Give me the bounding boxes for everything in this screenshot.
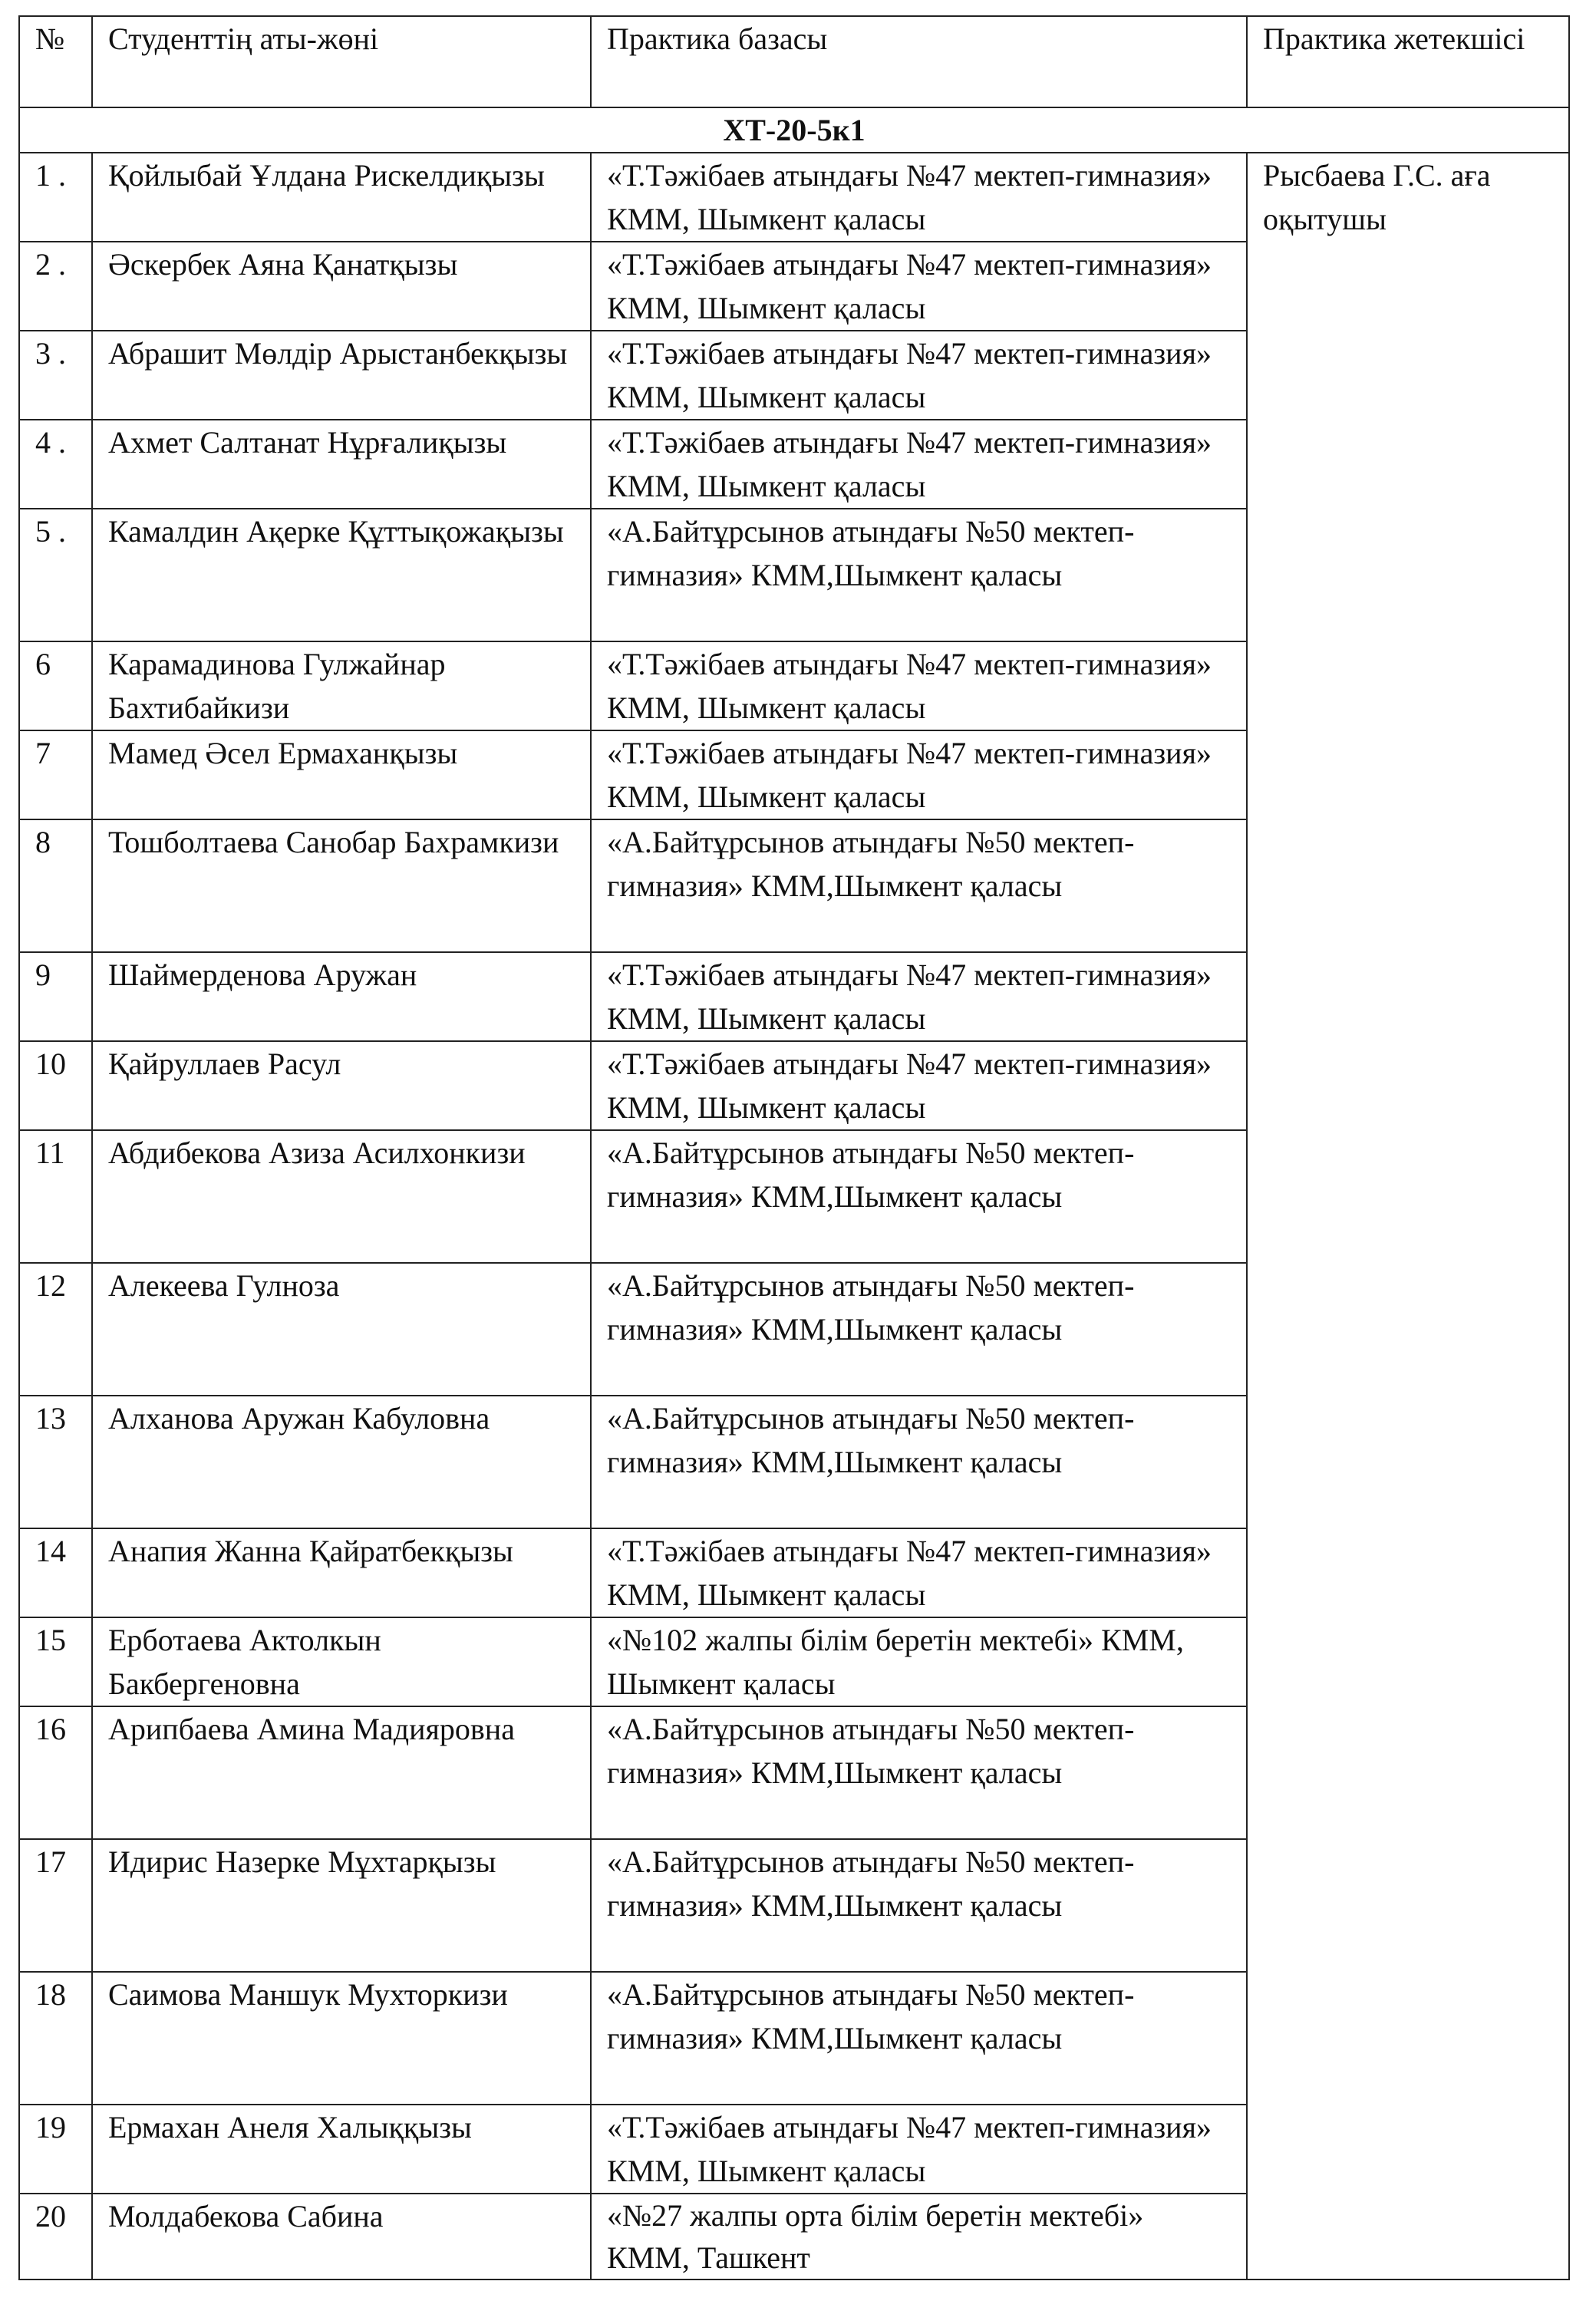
row-number: 15	[19, 1617, 92, 1706]
student-name: Тошболтаева Санобар Бахрамкизи	[92, 819, 591, 952]
practice-base: «Т.Тәжібаев атындағы №47 мектеп-гимназия» КММ, Шымкент қаласы	[591, 1528, 1247, 1617]
practice-base: «Т.Тәжібаев атындағы №47 мектеп-гимназия» КММ, Шымкент қаласы	[591, 420, 1247, 509]
student-name: Ерботаева Актолкын Бакбергеновна	[92, 1617, 591, 1706]
row-number: 18	[19, 1972, 92, 2105]
practice-base: «А.Байтұрсынов атындағы №50 мектеп-гимназия» КММ,Шымкент қаласы	[591, 819, 1247, 952]
row-number: 3 .	[19, 331, 92, 420]
practice-base: «А.Байтұрсынов атындағы №50 мектеп-гимназия» КММ,Шымкент қаласы	[591, 509, 1247, 641]
table-row	[19, 153, 1569, 242]
header-student-name: Студенттің аты-жөні	[92, 16, 591, 107]
student-name: Қайруллаев Расул	[92, 1041, 591, 1130]
practice-base: «А.Байтұрсынов атындағы №50 мектеп-гимназия» КММ,Шымкент қаласы	[591, 1839, 1247, 1972]
student-name: Идирис Назерке Мұхтарқызы	[92, 1839, 591, 1972]
student-name: Анапия Жанна Қайратбекқызы	[92, 1528, 591, 1617]
row-number: 19	[19, 2105, 92, 2194]
row-number: 17	[19, 1839, 92, 1972]
row-number: 16	[19, 1706, 92, 1839]
student-name: Қойлыбай Ұлдана Рискелдиқызы	[92, 153, 591, 242]
student-name: Ахмет Салтанат Нұрғалиқызы	[92, 420, 591, 509]
row-number: 13	[19, 1396, 92, 1528]
row-number: 7	[19, 730, 92, 819]
row-number: 6	[19, 641, 92, 730]
row-number: 5 .	[19, 509, 92, 641]
row-number: 14	[19, 1528, 92, 1617]
student-name: Шаймерденова Аружан	[92, 952, 591, 1041]
practice-base: «А.Байтұрсынов атындағы №50 мектеп-гимназия» КММ,Шымкент қаласы	[591, 1972, 1247, 2105]
practice-base: «Т.Тәжібаев атындағы №47 мектеп-гимназия» КММ, Шымкент қаласы	[591, 331, 1247, 420]
practice-base: «№102 жалпы білім беретін мектебі» КММ, Шымкент қаласы	[591, 1617, 1247, 1706]
group-row	[19, 107, 1569, 153]
table-header-row	[19, 16, 1569, 107]
practice-base: «Т.Тәжібаев атындағы №47 мектеп-гимназия» КММ, Шымкент қаласы	[591, 153, 1247, 242]
practice-base: «Т.Тәжібаев атындағы №47 мектеп-гимназия» КММ, Шымкент қаласы	[591, 2105, 1247, 2194]
row-number: 8	[19, 819, 92, 952]
practice-base: «Т.Тәжібаев атындағы №47 мектеп-гимназия» КММ, Шымкент қаласы	[591, 641, 1247, 730]
student-name: Карамадинова Гулжайнар Бахтибайкизи	[92, 641, 591, 730]
student-name: Абрашит Мөлдір Арыстанбекқызы	[92, 331, 591, 420]
practice-base: «Т.Тәжібаев атындағы №47 мектеп-гимназия» КММ, Шымкент қаласы	[591, 952, 1247, 1041]
row-number: 1 .	[19, 153, 92, 242]
row-number: 12	[19, 1263, 92, 1396]
practice-base: «Т.Тәжібаев атындағы №47 мектеп-гимназия» КММ, Шымкент қаласы	[591, 242, 1247, 331]
row-number: 9	[19, 952, 92, 1041]
row-number: 10	[19, 1041, 92, 1130]
row-number: 2 .	[19, 242, 92, 331]
group-title: ХТ-20-5к1	[19, 107, 1569, 153]
practice-base: «А.Байтұрсынов атындағы №50 мектеп-гимназия» КММ,Шымкент қаласы	[591, 1706, 1247, 1839]
student-name: Камалдин Ақерке Құттықожақызы	[92, 509, 591, 641]
practice-base: «Т.Тәжібаев атындағы №47 мектеп-гимназия» КММ, Шымкент қаласы	[591, 1041, 1247, 1130]
header-practice-base: Практика базасы	[591, 16, 1247, 107]
student-name: Әскербек Аяна Қанатқызы	[92, 242, 591, 331]
practice-base: «А.Байтұрсынов атындағы №50 мектеп-гимназия» КММ,Шымкент қаласы	[591, 1396, 1247, 1528]
header-number: №	[19, 16, 92, 107]
student-name: Молдабекова Сабина	[92, 2194, 591, 2279]
practice-table	[18, 15, 1570, 2280]
header-supervisor: Практика жетекшісі	[1247, 16, 1569, 107]
student-name: Мамед Әсел Ермаханқызы	[92, 730, 591, 819]
student-name: Алекеева Гулноза	[92, 1263, 591, 1396]
practice-base: «А.Байтұрсынов атындағы №50 мектеп-гимназия» КММ,Шымкент қаласы	[591, 1263, 1247, 1396]
practice-base: «Т.Тәжібаев атындағы №47 мектеп-гимназия» КММ, Шымкент қаласы	[591, 730, 1247, 819]
row-number: 4 .	[19, 420, 92, 509]
row-number: 20	[19, 2194, 92, 2279]
practice-base: «А.Байтұрсынов атындағы №50 мектеп-гимназия» КММ,Шымкент қаласы	[591, 1130, 1247, 1263]
student-name: Арипбаева Амина Мадияровна	[92, 1706, 591, 1839]
student-name: Ермахан Анеля Халыққызы	[92, 2105, 591, 2194]
student-name: Абдибекова Азиза Асилхонкизи	[92, 1130, 591, 1263]
student-name: Саимова Маншук Мухторкизи	[92, 1972, 591, 2105]
practice-base: «№27 жалпы орта білім беретін мектебі» КММ, Ташкент	[591, 2194, 1247, 2279]
student-name: Алханова Аружан Кабуловна	[92, 1396, 591, 1528]
supervisor-name: Рысбаева Г.С. аға оқытушы	[1247, 153, 1569, 2279]
row-number: 11	[19, 1130, 92, 1263]
